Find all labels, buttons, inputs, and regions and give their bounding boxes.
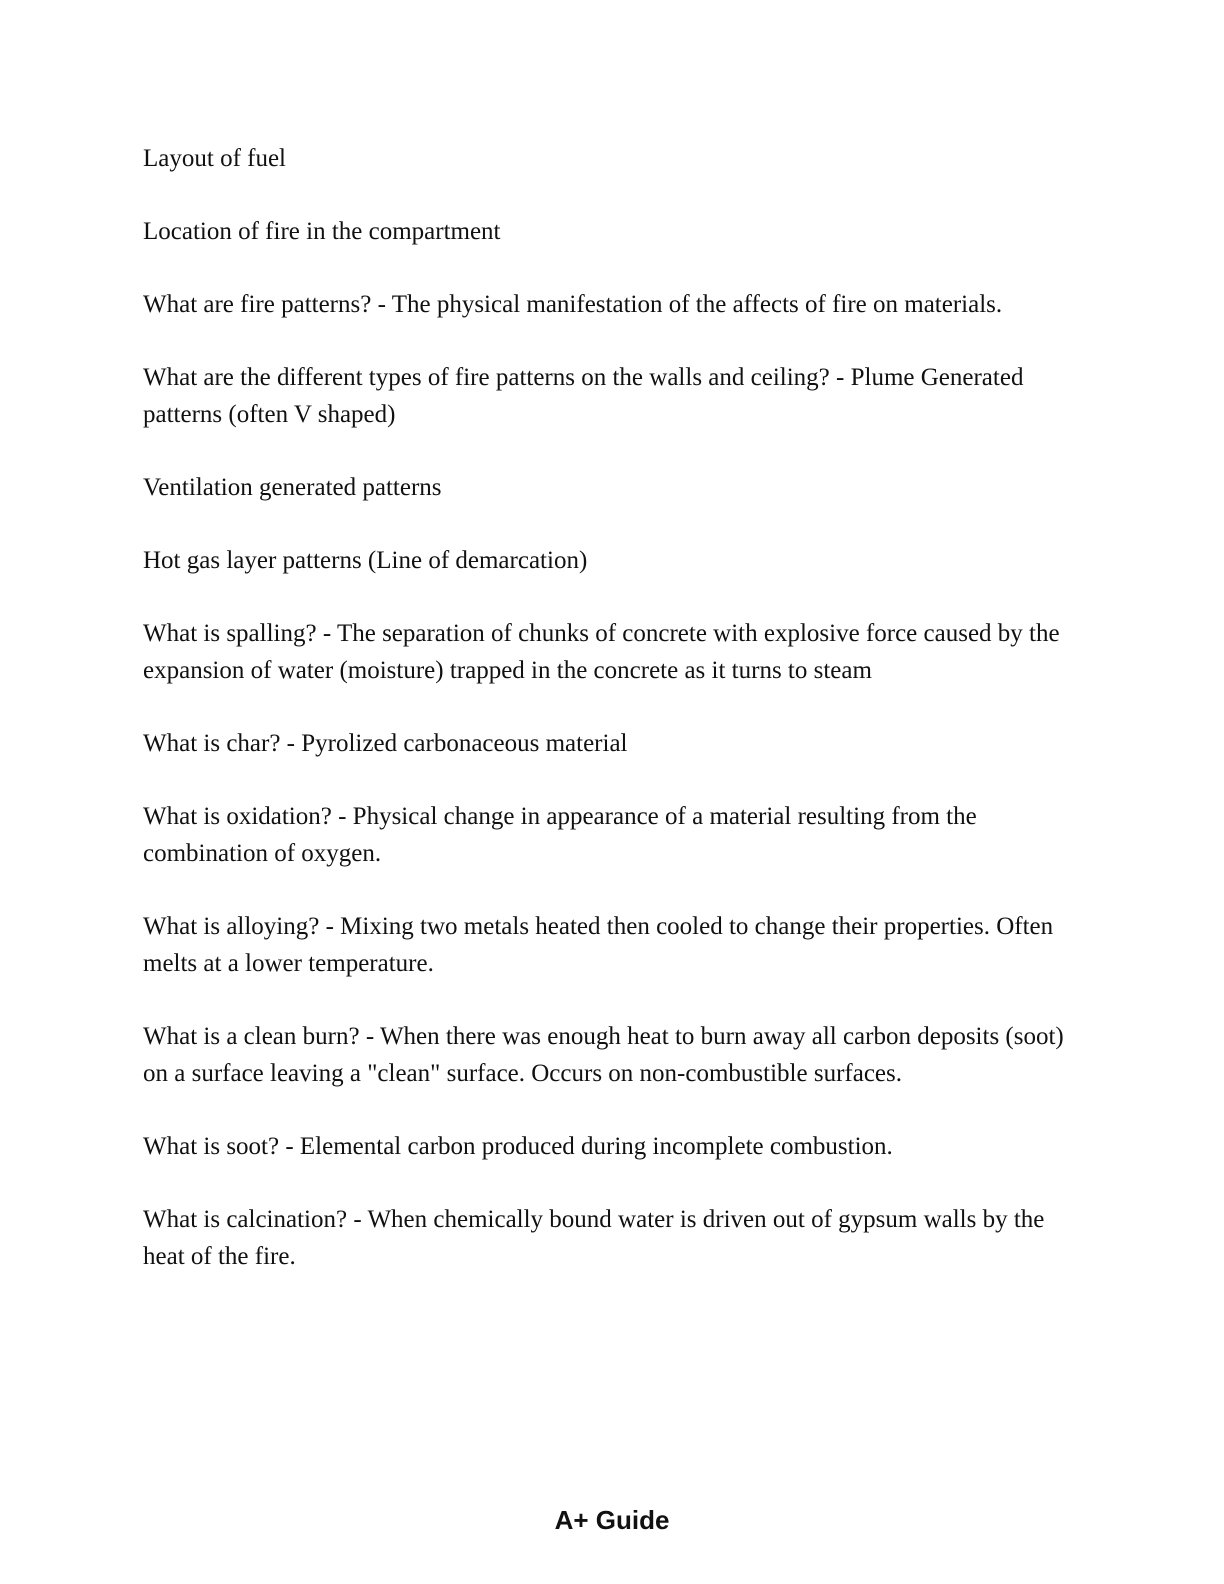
footer-brand: A+ Guide xyxy=(554,1505,670,1535)
paragraph-hot-gas-layer: Hot gas layer patterns (Line of demarcation) xyxy=(143,547,588,574)
paragraph-spalling: What is spalling? - The separation of chunks of concrete with explosive force caused by the expansion of water (moisture) trapped in the concrete as it turns to steam xyxy=(143,620,1060,684)
paragraph-layout-of-fuel: Layout of fuel xyxy=(143,145,287,172)
paragraph-char: What is char? - Pyrolized carbonaceous material xyxy=(143,730,628,757)
paragraph-alloying: What is alloying? - Mixing two metals heated then cooled to change their properties. Often melts at a lower temperature. xyxy=(143,913,1054,977)
paragraph-soot: What is soot? - Elemental carbon produced during incomplete combustion. xyxy=(143,1133,893,1160)
paragraph-location-of-fire: Location of fire in the compartment xyxy=(143,218,501,245)
paragraph-calcination: What is calcination? - When chemically bound water is driven out of gypsum walls by the heat of the fire. xyxy=(143,1206,1045,1270)
document-body xyxy=(143,140,1083,1311)
paragraph-oxidation: What is oxidation? - Physical change in appearance of a material resulting from the combination of oxygen. xyxy=(143,803,977,867)
paragraph-clean-burn: What is a clean burn? - When there was enough heat to burn away all carbon deposits (soot) on a surface leaving a "clean" surface. Occurs on non-combustible surfaces. xyxy=(143,1023,1064,1087)
paragraph-ventilation-patterns: Ventilation generated patterns xyxy=(143,474,442,501)
paragraph-types-of-fire-patterns: What are the different types of fire patterns on the walls and ceiling? - Plume Generated patterns (often V shaped) xyxy=(143,364,1024,428)
paragraph-fire-patterns: What are fire patterns? - The physical manifestation of the affects of fire on materials. xyxy=(143,291,1003,318)
